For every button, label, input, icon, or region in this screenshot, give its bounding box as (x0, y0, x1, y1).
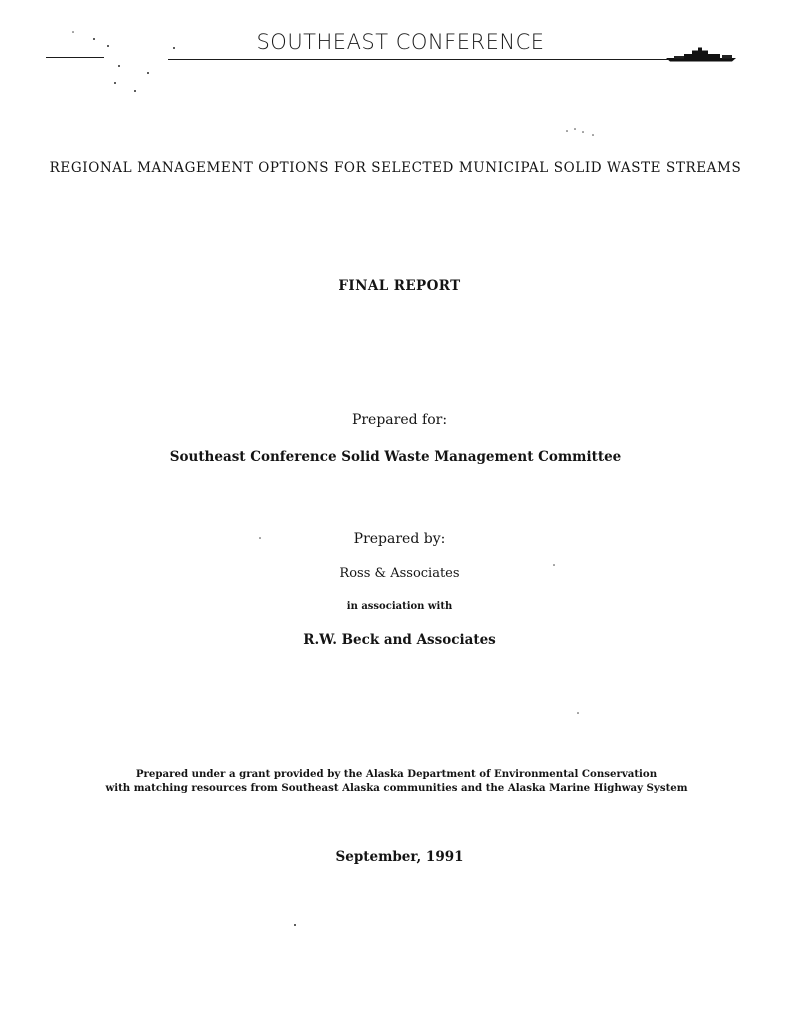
scan-speck (577, 712, 579, 714)
scan-speck (173, 47, 175, 49)
scan-speck (574, 128, 576, 130)
prepared-by-label: Prepared by: (353, 531, 446, 547)
organization-title: SOUTHEAST CONFERENCE (256, 30, 545, 54)
scan-speck (93, 38, 95, 40)
scan-speck (72, 31, 74, 33)
scan-speck (134, 90, 136, 92)
associate-name: R.W. Beck and Associates (303, 632, 496, 648)
grant-note (0, 767, 791, 795)
grant-note-line-1: Prepared under a grant provided by the Alaska Department of Environmental Conservation (135, 768, 658, 780)
report-type: FINAL REPORT (338, 278, 461, 294)
scan-speck (294, 924, 296, 926)
prepared-for-name: Southeast Conference Solid Waste Management Committee (169, 449, 622, 465)
association-label: in association with (346, 601, 453, 612)
scan-speck (566, 130, 568, 132)
scan-speck (114, 82, 116, 84)
scan-speck (592, 134, 594, 136)
prepared-for-label: Prepared for: (351, 412, 448, 428)
report-title: REGIONAL MANAGEMENT OPTIONS FOR SELECTED MUNICIPAL SOLID WASTE STREAMS (49, 160, 742, 176)
grant-note-line-2: with matching resources from Southeast Alaska communities and the Alaska Marine Highway System (105, 782, 688, 794)
header-rule-left (46, 57, 104, 58)
scan-speck (147, 72, 149, 74)
ship-icon (664, 46, 740, 62)
scan-speck (107, 45, 109, 47)
scan-speck (118, 65, 120, 67)
scan-speck (582, 131, 584, 133)
header-rule (168, 59, 668, 60)
prepared-by-name: Ross & Associates (339, 566, 460, 581)
report-date: September, 1991 (335, 849, 464, 865)
